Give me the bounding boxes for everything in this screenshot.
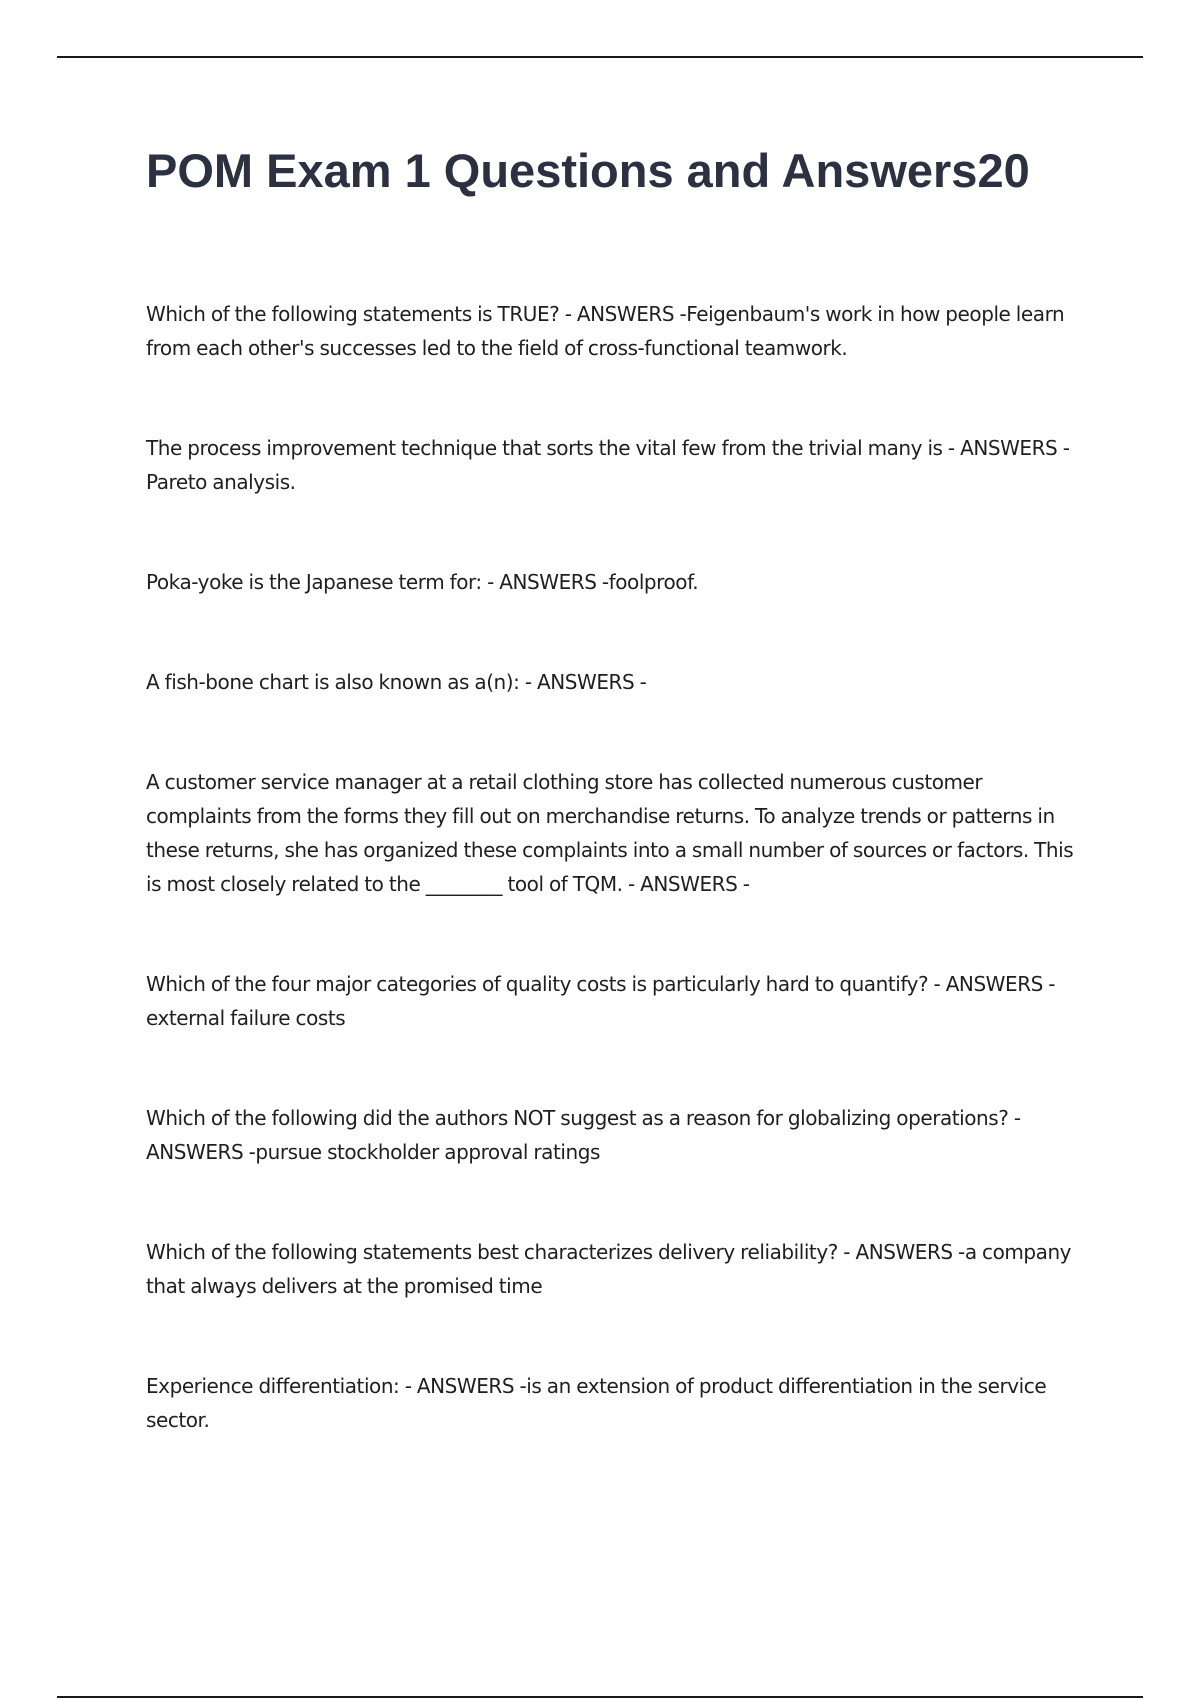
qa-list bbox=[146, 297, 1086, 1503]
qa-item-9: Experience differentiation: - ANSWERS -is an extension of product differentiation in the service sector. bbox=[146, 1374, 1047, 1432]
qa-item-8: Which of the following statements best characterizes delivery reliability? - ANSWERS -a company that always delivers at the promised time bbox=[146, 1240, 1072, 1298]
qa-item-6: Which of the four major categories of quality costs is particularly hard to quantify? - ANSWERS -external failure costs bbox=[146, 972, 1056, 1030]
qa-item-7: Which of the following did the authors NOT suggest as a reason for globalizing operations? - ANSWERS -pursue stockholder approval ratings bbox=[146, 1106, 1021, 1164]
qa-item-3: Poka-yoke is the Japanese term for: - ANSWERS -foolproof. bbox=[146, 570, 699, 594]
qa-item-1: Which of the following statements is TRUE? - ANSWERS -Feigenbaum's work in how people learn from each other's successes led to the field of cross-functional teamwork. bbox=[146, 302, 1065, 360]
qa-item-2: The process improvement technique that sorts the vital few from the trivial many is - ANSWERS -Pareto analysis. bbox=[146, 436, 1070, 494]
top-rule bbox=[57, 56, 1143, 58]
document-title: POM Exam 1 Questions and Answers20 bbox=[146, 144, 1030, 197]
qa-item-5: A customer service manager at a retail clothing store has collected numerous customer complaints from the forms they fill out on merchandise returns. To analyze trends or patterns in these returns, she has organized these complaints into a small number of sources or factors. This is most closely related to the ________ tool of TQM. - ANSWERS - bbox=[146, 770, 1074, 896]
bottom-rule bbox=[57, 1696, 1143, 1698]
qa-item-4: A fish-bone chart is also known as a(n): - ANSWERS - bbox=[146, 670, 647, 694]
